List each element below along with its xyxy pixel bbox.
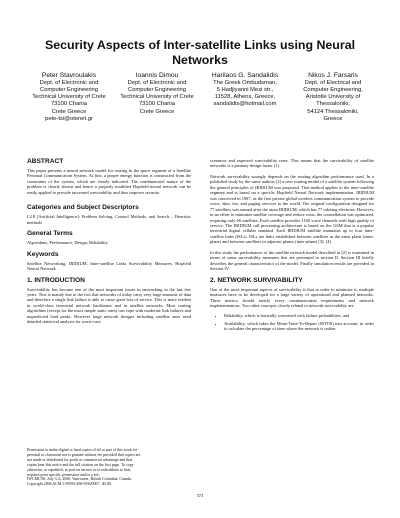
author-affiliation: Greece xyxy=(323,115,343,122)
author-1 xyxy=(22,72,116,123)
author-affiliation: 11528, Athens, Greece, xyxy=(214,94,276,101)
bullet-item: • Reliability, which is basically concerned with failure probabilities, and xyxy=(224,313,374,318)
general-terms-heading: General Terms xyxy=(27,230,73,238)
author-affiliation: Crete Greece xyxy=(51,108,87,115)
general-terms-text: Algorithms, Performance, Design, Reliability xyxy=(27,240,108,246)
footnote-line: otherwise, or republish, to post on servers or to redistribute to lists, xyxy=(27,467,132,472)
footnote-line: Permission to make digital or hard copies of all or part of this work for xyxy=(27,448,138,452)
footnote-line: personal or classroom use is granted without fee provided that copies are xyxy=(27,452,141,457)
introduction-heading: 1. INTRODUCTION xyxy=(27,276,85,284)
survivability-heading: 2. NETWORK SURVIVABILITY xyxy=(210,276,303,284)
right-column xyxy=(210,158,374,334)
bullet-item: • Availability, which takes the Mean-Time-To-Repair (MTTR) into account, in order to calculate the percentage of time where the network is online. xyxy=(224,321,374,332)
author-email: sandalidis@hotmail.com xyxy=(213,101,277,108)
abstract-text: This paper presents a neural network model for routing in the space segment of a Satellite Personal Communication System. At first, a proper energy function is constructed from the constraints of the system, which are clearly indicated. The combinatorial nature of the problem is clearly shown and hence a properly modified Hopfield neural network can be easily applied to provide increased survivability and thus improve security. xyxy=(27,168,191,195)
footnote-line: requires prior specific permission and/or a fee. xyxy=(27,472,100,477)
copyright-footnote xyxy=(27,448,191,487)
introduction-text: Survivability has become one of the most important issues in networking in the last few years. This is mainly due to the fact that networks of today carry very large amounts of data and therefore a single link failure is able to cause great loss of service. This is more evident in world-class terrestrial network backbones and in satellite networks. Most routing algorithms (except for the most simple static ones) can cope with moderate link failures and unpredicted load peaks. However large network designs including satellite ones need detailed statistical analysis for worst-case xyxy=(27,286,191,325)
author-affiliation: Thessaloniki, xyxy=(316,101,350,108)
author-affiliation: 5 Hadjiyanni Mexi str., xyxy=(216,86,274,93)
author-block xyxy=(22,72,378,134)
bullet-list xyxy=(210,313,374,331)
author-4 xyxy=(286,72,380,123)
author-affiliation: The Greek Ombudsman, xyxy=(213,79,277,86)
author-affiliation: Dept. of Electronic and xyxy=(39,79,99,86)
footnote-line: IWCMC'06, July 3–6, 2006, Vancouver, British Columbia, Canada. xyxy=(27,477,132,482)
author-affiliation: Computer Engineering, xyxy=(303,86,363,93)
left-column xyxy=(27,158,191,330)
author-affiliation: 54124 Thessaloniki, xyxy=(307,108,359,115)
keywords-text: Satellite Networking, IRIDIUM, Inter-satellite Links Survivability Measures, Hopfield Neural Network xyxy=(27,260,191,272)
author-3 xyxy=(198,72,292,109)
body-paragraph: In this study the performance of the satellite network model described in [2] is examined in terms of some survivability measures that are presented in section II. Section III briefly describes the general characteristics of the model. Finally simulation results are provided in Section IV. xyxy=(210,249,374,272)
author-affiliation: Computer Engineering xyxy=(127,86,186,93)
author-name: Nikos J. Farsaris xyxy=(308,72,358,79)
body-paragraph: scenarios and expected survivability rates. This means that the survivability of satellite networks is a primary design factor [1]. xyxy=(210,158,374,169)
keywords-heading: Keywords xyxy=(27,250,59,258)
author-email: pete-tsi@otenet.gr xyxy=(45,115,93,122)
author-name: Ioannis Dimou xyxy=(135,72,179,79)
author-name: Harilaos G. Sandalidis xyxy=(211,72,279,79)
abstract-heading: ABSTRACT xyxy=(27,158,64,165)
categories-text: I.2.8 [Artificial Intelligence]: Problem Solving, Control Methods, and Search – Heuristic methods xyxy=(27,214,191,225)
author-affiliation: Computer Engineering xyxy=(39,86,98,93)
footnote-line: Copyright 2006 ACM 1-59593-306-9/06/0007...$5.00. xyxy=(27,482,112,487)
author-2 xyxy=(110,72,204,116)
body-paragraph: Network survivability strongly depends on the routing algorithm performance used. In a published study by the same authors [2] a new routing model of a satellite system following the general principles of IRIDIUM was proposed. That method applies to the inter-satellite segment and is based on a specific Hopfield Neural Network implementation. IRIDIUM was conceived in 1987, as the first private global wireless communication system to provide voice, data, fax, and paging services to the world. The original configuration designed for 77 satellites was named after the atom IRIDIUM, which has 77 orbiting electrons. However, in an effort to minimize satellite coverage and reduce costs, the constellation was optimized, requiring only 66 satellites. Each satellite provides 1100 voice channels with high quality of service. The IRIDIUM call processing architecture is based on the GSM that is a popular terrestrial digital cellular standard. Each IRIDIUM satellite maintains up to four inter-satellite links (ISLs). ISLs are links established between satellites in the same plane (intra-plane) and between satellites in adjacent planes (inter-plane) [3], [4]. xyxy=(210,173,374,245)
author-affiliation: Technical University of Crete xyxy=(32,94,106,101)
paper-title: Security Aspects of Inter-satellite Links using Neural Networks xyxy=(44,38,356,67)
categories-heading: Categories and Subject Descriptors xyxy=(27,204,139,212)
author-affiliation: Technical University of Crete xyxy=(120,94,194,101)
footnote-line: not made or distributed for profit or commercial advantage and that xyxy=(27,457,133,462)
author-affiliation: Aristotle University of xyxy=(305,94,361,101)
author-affiliation: Dept. of Electronic and xyxy=(127,79,187,86)
survivability-text: One of the most important aspects of survivability is that in order to minimize it, multiple measures have to be developed for a large variety of operational and planned networks. These metrics should satisfy every communication requirements and network implementations. Two other concepts closely related to network survivability are xyxy=(210,286,374,308)
author-affiliation: 73100 Chania xyxy=(50,101,88,108)
author-affiliation: 73100 Chania xyxy=(138,101,176,108)
footnote-line: copies bear this notice and the full citation on the first page. To copy xyxy=(27,462,134,467)
page-number: 373 xyxy=(196,493,204,498)
author-affiliation: Dept. of Electrical and xyxy=(304,79,362,86)
author-affiliation: Crete Greece xyxy=(139,108,175,115)
author-name: Peter Stavroulakis xyxy=(41,72,97,79)
